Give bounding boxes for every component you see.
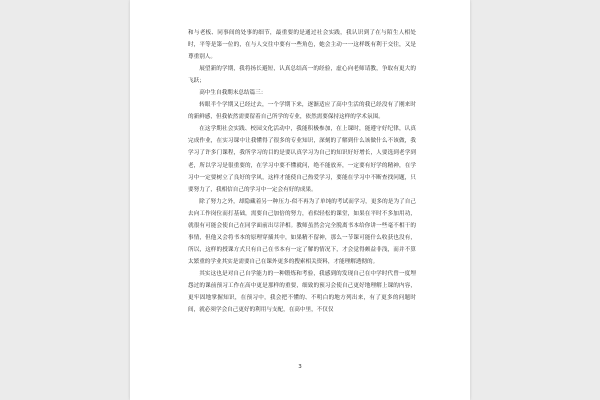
paragraph: 转眼半个学期又已经过去，一个学期下来，逐渐适应了高中生活的我已经没有了刚来时的新鲜感，但我依然需要留着自己所学的专业，依然需要保持这样的学术氛围。 bbox=[188, 102, 416, 121]
paragraph: 在这学期社会实践、校园文化活动中，我能积极参加，在上课时，能遵守好纪律，认真完成作业，在实习课中让我懂得了很多的专业知识，深刻的了解到什么该做什么不该做，我学习了许多门课程，我所学习的目的是要认真学习为自己的知识好好增长，人要选到老学到老，所以学习是很重要的，在学习中要不懂就问，绝不能放弃，一定要有好学的精神，在学习中一定要树立了良好的学风，这样才能使自己热爱学习，要能在学习中不断查找问题，只要努力了，我相信自己的学习中一定会有好的成果。 bbox=[188, 126, 416, 193]
paragraph: 展望新的学期，我将扬长避短，认真总结高一的经验，虚心向老师请教，争取有更大的飞跃； bbox=[188, 66, 416, 85]
paragraph: 除了努力之外，却隐藏着另一种压力-似不再为了单纯的考试而学习，更多的是为了自己去向工作岗位而打基础，需要自己加倍的努力，看似轻松的课堂，如果在平时不多加用功，就很有可能会使自己在同学面前出尽洋相。教师虽然会完全脱离书本给你讲一些毫不相干的事情，但他又会将书本的原理穿插其中，如果精不留神，那么一节课可能什么收获也没有，所以，这样的授课方式只有自己在书本有一定了解的情况下，才会觉得颇益非浅，而并不算太繁重的学业其实是需要自己在课外更多的搜索相关资料，才能理解透彻的。 bbox=[188, 198, 416, 265]
paragraph: 其实这也是对自己自学能力的一种锻炼和考验，我感到的发现自己在中学时代曾一度埋怨过的课前预习工作在高中更是那样的重要，细致的预习会使自己更好地理解上课的内容，更牢固地掌握知识，在预习中，我会把不懂的、不明白的地方列出来，有了更多的问题时间，就必须学会自己更好的利用与支配，在高中里，不仅仅 bbox=[188, 270, 416, 314]
page-number: 3 bbox=[298, 364, 302, 370]
paragraph-continued: 和与老板、同事间的处事的细节，最重要的是通过社会实践，我认识到了在与陌生人相处时，平等是第一位的，在与人交往中要有一些角色，她会主动一一这样既有利于交往，又是尊重别人。 bbox=[188, 30, 416, 61]
section-heading: 高中生自我期末总结篇三： bbox=[199, 90, 267, 97]
document-page bbox=[130, 0, 470, 400]
document-body bbox=[188, 27, 416, 316]
